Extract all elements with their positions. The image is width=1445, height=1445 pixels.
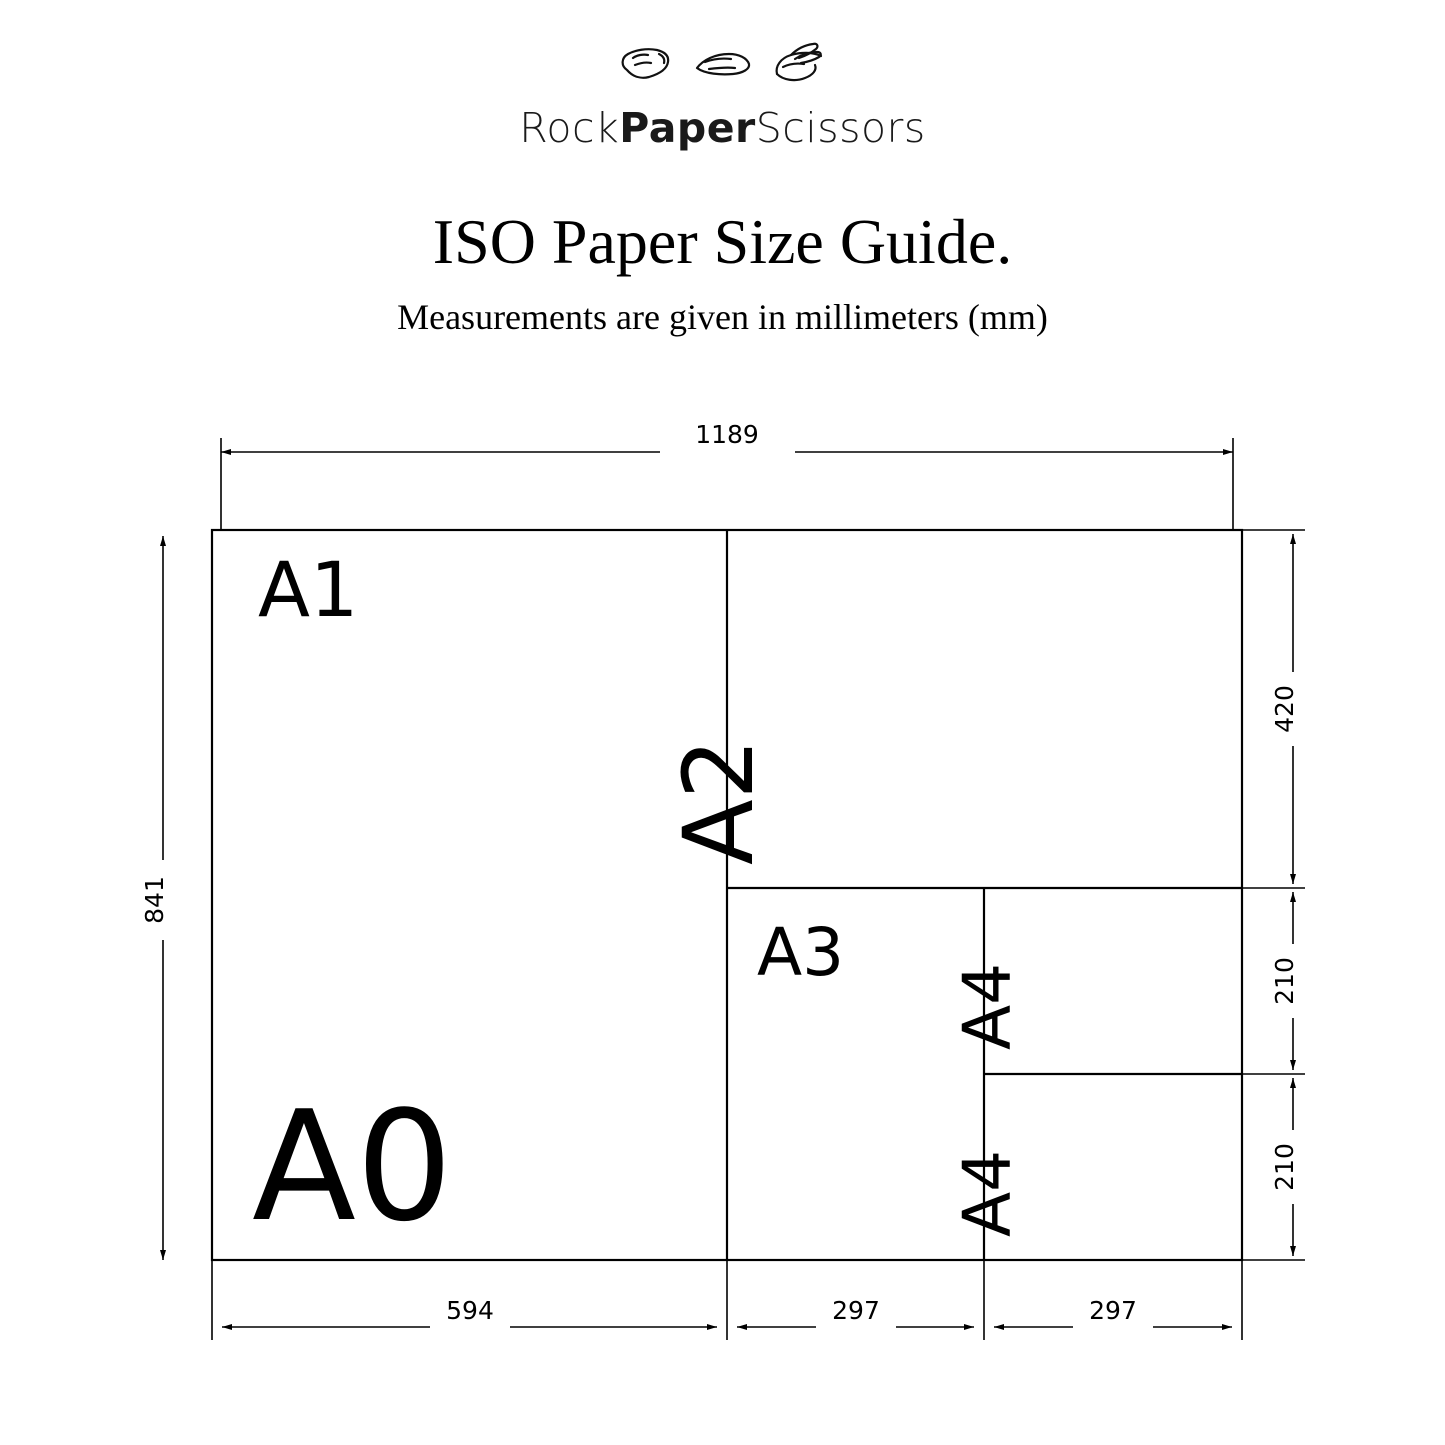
dim-label-right-210-bottom: 210: [1270, 1143, 1299, 1191]
dim-label-right-420: 420: [1270, 685, 1299, 733]
brand-word-paper: Paper: [619, 104, 756, 152]
dim-label-bottom-297-left: 297: [832, 1296, 880, 1325]
paper-label-a4-top: A4: [949, 962, 1026, 1050]
paper-label-a2: A2: [663, 738, 775, 865]
dim-label-bottom-594: 594: [446, 1296, 494, 1325]
brand-word-scissors: Scissors: [755, 104, 926, 152]
paper-label-a3: A3: [757, 914, 845, 991]
paper-label-a0: A0: [252, 1078, 453, 1255]
page-title: ISO Paper Size Guide.: [432, 206, 1013, 277]
dim-label-top: 1189: [695, 420, 759, 449]
dim-label-bottom-297-right: 297: [1089, 1296, 1137, 1325]
paper-label-a4-bottom: A4: [949, 1149, 1026, 1237]
dim-label-right-210-top: 210: [1270, 957, 1299, 1005]
brand-word-rock: Rock: [519, 104, 620, 152]
dim-label-left: 841: [140, 876, 169, 924]
page-subtitle: Measurements are given in millimeters (mm): [397, 297, 1048, 337]
paper-label-a1: A1: [258, 545, 359, 634]
